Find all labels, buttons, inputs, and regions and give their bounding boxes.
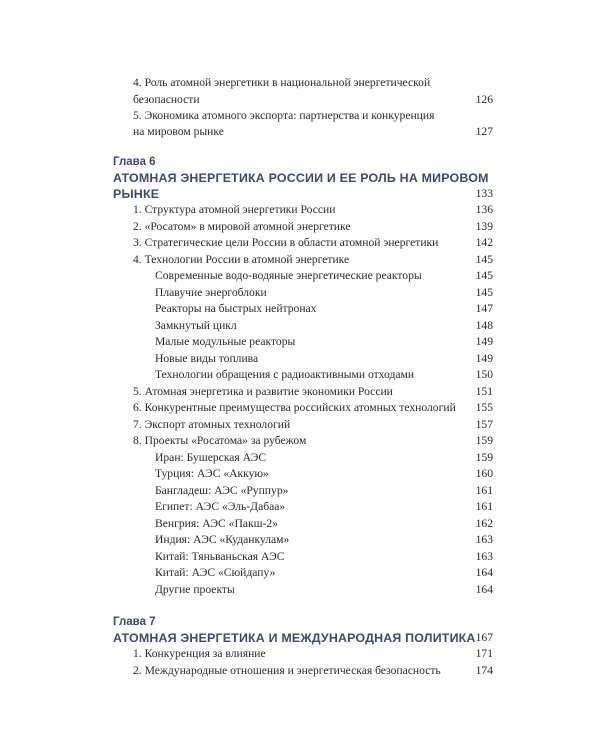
toc-page-number: 164 — [475, 582, 493, 596]
toc-entry-text: Китай: АЭС «Сюйдапу» — [155, 566, 276, 579]
toc-subentry[interactable] — [0, 301, 600, 317]
toc-entry[interactable] — [0, 202, 600, 218]
chapter-page-number: 133 — [475, 187, 493, 200]
toc-subentry[interactable] — [0, 367, 600, 383]
toc-entry-text: Современные водо-водяные энергетические реакторы — [155, 269, 422, 282]
toc-subentry[interactable] — [0, 582, 600, 598]
toc-page-number: 161 — [475, 500, 493, 513]
toc-entry[interactable] — [0, 252, 600, 268]
toc-subentry[interactable] — [0, 466, 600, 482]
toc-entry[interactable] — [0, 646, 600, 662]
toc-entry[interactable] — [0, 400, 600, 416]
toc-entry[interactable] — [0, 663, 600, 679]
toc-page-number: 159 — [475, 450, 493, 464]
toc-page-number: 163 — [475, 549, 493, 563]
toc-page-number: 136 — [475, 203, 493, 216]
toc-page-number: 161 — [475, 483, 493, 497]
toc-entry-text: Индия: АЭС «Куданкулам» — [155, 533, 290, 546]
toc-page-number: 163 — [475, 533, 493, 546]
toc-subentry[interactable] — [0, 516, 600, 532]
toc-subentry[interactable] — [0, 483, 600, 499]
toc-entry-text: 1. Структура атомной энергетики России — [133, 203, 336, 216]
toc-entry-text: Замкнутый цикл — [155, 318, 237, 332]
toc-entry-text: 4. Технологии России в атомной энергетике — [133, 252, 350, 266]
toc-entry-text: 5. Экономика атомного экспорта: партнерства и конкуренция — [133, 109, 435, 122]
toc-page-number: 126 — [475, 93, 493, 106]
toc-page-number: 145 — [475, 252, 493, 266]
toc-entry[interactable] — [0, 75, 600, 91]
toc-entry-text: Турция: АЭС «Аккую» — [155, 467, 269, 480]
toc-entry-continuation[interactable] — [0, 92, 600, 108]
toc-entry[interactable] — [0, 235, 600, 251]
toc-subentry[interactable] — [0, 285, 600, 301]
toc-subentry[interactable] — [0, 334, 600, 350]
toc-entry-text: 7. Экспорт атомных технологий — [133, 417, 291, 431]
toc-entry-text: 4. Роль атомной энергетики в национальной энергетической — [133, 76, 431, 89]
chapter-title[interactable]: АТОМНАЯ ЭНЕРГЕТИКА РОССИИ И ЕЕ РОЛЬ НА МИРОВОМ — [113, 171, 489, 185]
toc-page-number: 150 — [475, 368, 493, 381]
toc-page-number: 157 — [475, 417, 493, 431]
toc-entry-text: Другие проекты — [155, 582, 235, 596]
toc-subentry[interactable] — [0, 532, 600, 548]
toc-entry-text: Малые модульные реакторы — [155, 335, 296, 348]
toc-entry-text: 2. Международные отношения и энергетическая безопасность — [133, 663, 441, 677]
toc-page-number: 151 — [475, 384, 493, 398]
toc-page-number: 127 — [475, 125, 493, 138]
toc-page-number: 171 — [475, 647, 493, 660]
toc-entry-text: Плавучие энергоблоки — [155, 285, 267, 299]
chapter-label: Глава 7 — [113, 616, 156, 628]
toc-entry-text: безопасности — [133, 93, 200, 106]
toc-entry[interactable] — [0, 108, 600, 124]
toc-page-number: 162 — [475, 516, 493, 530]
chapter-title[interactable]: АТОМНАЯ ЭНЕРГЕТИКА И МЕЖДУНАРОДНАЯ ПОЛИТИКА — [113, 631, 476, 645]
toc-entry-text: Бангладеш: АЭС «Руппур» — [155, 483, 289, 497]
toc-subentry[interactable] — [0, 351, 600, 367]
toc-page-number: 142 — [475, 236, 493, 249]
toc-entry-text: Иран: Бушерская АЭС — [155, 450, 267, 464]
toc-page-number: 145 — [475, 285, 493, 299]
toc-entry-text: 8. Проекты «Росатома» за рубежом — [133, 434, 307, 447]
toc-subentry[interactable] — [0, 549, 600, 565]
toc-subentry[interactable] — [0, 450, 600, 466]
toc-page-number: 139 — [475, 219, 493, 233]
toc-entry-text: Технологии обращения с радиоактивными отходами — [155, 368, 415, 381]
toc-entry-text: Египет: АЭС «Эль-Дабаа» — [155, 500, 286, 513]
toc-page-number: 149 — [475, 335, 493, 348]
toc-page-number: 145 — [475, 269, 493, 282]
toc-page-number: 160 — [475, 467, 493, 480]
toc-entry[interactable] — [0, 433, 600, 449]
toc-subentry[interactable] — [0, 565, 600, 581]
toc-entry-text: Венгрия: АЭС «Пакш-2» — [155, 516, 278, 530]
toc-entry-text: Реакторы на быстрых нейтронах — [155, 302, 317, 315]
toc-subentry[interactable] — [0, 318, 600, 334]
chapter-page-number: 167 — [475, 631, 493, 644]
toc-entry[interactable] — [0, 219, 600, 235]
toc-entry-text: 1. Конкуренция за влияние — [133, 647, 266, 660]
toc-entry-text: на мировом рынке — [133, 125, 224, 138]
toc-subentry[interactable] — [0, 268, 600, 284]
toc-entry-text: 6. Конкурентные преимущества российских атомных технологий — [133, 401, 456, 414]
chapter-title[interactable]: РЫНКЕ — [113, 187, 160, 201]
toc-page-number: 174 — [475, 663, 493, 677]
toc-subentry[interactable] — [0, 499, 600, 515]
toc-entry[interactable] — [0, 384, 600, 400]
toc-entry-text: Новые виды топлива — [155, 351, 259, 365]
toc-page-number: 149 — [475, 351, 493, 365]
toc-entry-text: 5. Атомная энергетика и развитие экономики России — [133, 384, 393, 398]
toc-page-number: 164 — [475, 566, 493, 579]
toc-page-number: 155 — [475, 401, 493, 414]
toc-entry[interactable] — [0, 417, 600, 433]
toc-entry-continuation[interactable] — [0, 124, 600, 140]
toc-page-number: 147 — [475, 302, 493, 315]
chapter-label: Глава 6 — [113, 156, 156, 168]
toc-page-number: 148 — [475, 318, 493, 332]
toc-page-number: 159 — [475, 434, 493, 447]
toc-entry-text: 3. Стратегические цели России в области атомной энергетики — [133, 236, 439, 249]
toc-entry-text: 2. «Росатом» в мировой атомной энергетике — [133, 219, 351, 233]
toc-entry-text: Китай: Тяньваньская АЭС — [155, 549, 285, 563]
